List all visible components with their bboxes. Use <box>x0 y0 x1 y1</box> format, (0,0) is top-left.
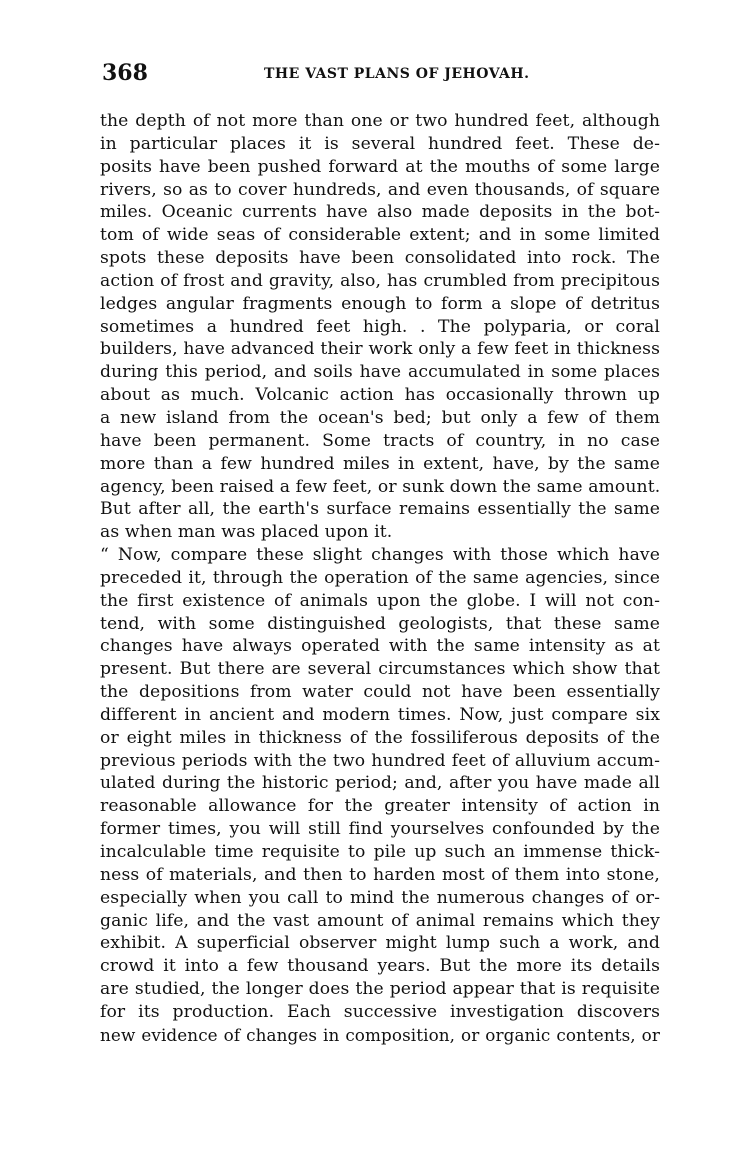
text-line: the first existence of animals upon the globe. I will not con- <box>100 590 660 611</box>
text-line: previous periods with the two hundred feet of alluvium accum- <box>100 750 660 771</box>
text-line: or eight miles in thickness of the fossiliferous deposits of the <box>100 727 660 748</box>
text-line: rivers, so as to cover hundreds, and even thousands, of square <box>100 179 660 200</box>
text-line: exhibit. A superficial observer might lump such a work, and <box>100 933 660 954</box>
running-head <box>100 58 660 88</box>
text-line: changes have always operated with the same intensity as at <box>100 636 660 657</box>
book-page <box>100 58 660 1047</box>
text-line: crowd it into a few thousand years. But the more its details <box>100 956 660 977</box>
text-line: new evidence of changes in composition, or organic contents, or <box>100 1024 660 1045</box>
text-line: miles. Oceanic currents have also made deposits in the bot- <box>100 202 660 223</box>
text-line: different in ancient and modern times. Now, just compare six <box>100 704 660 725</box>
text-line: preceded it, through the operation of the same agencies, since <box>100 567 660 588</box>
text-line: But after all, the earth's surface remains essentially the same <box>100 499 660 520</box>
running-title: THE VAST PLANS OF JEHOVAH. <box>264 66 530 82</box>
text-line: the depth of not more than one or two hundred feet, although <box>100 111 660 131</box>
text-line: a new island from the ocean's bed; but only a few of them <box>100 407 660 428</box>
text-line: sometimes a hundred feet high. . The polyparia, or coral <box>100 316 660 337</box>
text-line: action of frost and gravity, also, has crumbled from precipitous <box>100 270 660 291</box>
text-line: builders, have advanced their work only a few feet in thickness <box>100 339 660 360</box>
text-line: especially when you call to mind the numerous changes of or- <box>100 887 660 908</box>
text-line: for its production. Each successive investigation discovers <box>100 1001 660 1022</box>
text-line: ulated during the historic period; and, after you have made all <box>100 773 660 794</box>
text-line: are studied, the longer does the period appear that is requisite <box>100 979 660 1000</box>
text-line: ness of materials, and then to harden most of them into stone, <box>100 864 660 885</box>
text-line: reasonable allowance for the greater intensity of action in <box>100 796 660 817</box>
text-line: ganic life, and the vast amount of animal remains which they <box>100 910 660 931</box>
text-line: former times, you will still find yourselves confounded by the <box>100 819 660 840</box>
text-line: spots these deposits have been consolidated into rock. The <box>100 248 660 269</box>
page-number: 368 <box>102 60 148 86</box>
body-text <box>100 110 660 1047</box>
text-line: about as much. Volcanic action has occasionally thrown up <box>100 385 660 406</box>
text-line: in particular places it is several hundred feet. These de- <box>100 133 660 154</box>
text-line: more than a few hundred miles in extent, have, by the same <box>100 453 660 474</box>
text-line: have been permanent. Some tracts of country, in no case <box>100 430 660 451</box>
text-line: agency, been raised a few feet, or sunk down the same amount. <box>100 476 661 497</box>
text-line: tend, with some distinguished geologists, that these same <box>100 613 660 634</box>
text-line: ledges angular fragments enough to form a slope of detritus <box>100 293 660 314</box>
text-line: the depositions from water could not have been essentially <box>100 682 660 703</box>
text-line: present. But there are several circumstances which show that <box>100 659 660 680</box>
text-line: incalculable time requisite to pile up such an immense thick- <box>100 842 660 862</box>
text-line: “ Now, compare these slight changes with those which have <box>100 545 660 566</box>
text-line: posits have been pushed forward at the mouths of some large <box>100 156 660 177</box>
text-line: tom of wide seas of considerable extent; and in some limited <box>100 225 660 246</box>
paragraph-end-line: as when man was placed upon it. <box>100 522 393 543</box>
text-line: during this period, and soils have accumulated in some places <box>100 362 660 383</box>
